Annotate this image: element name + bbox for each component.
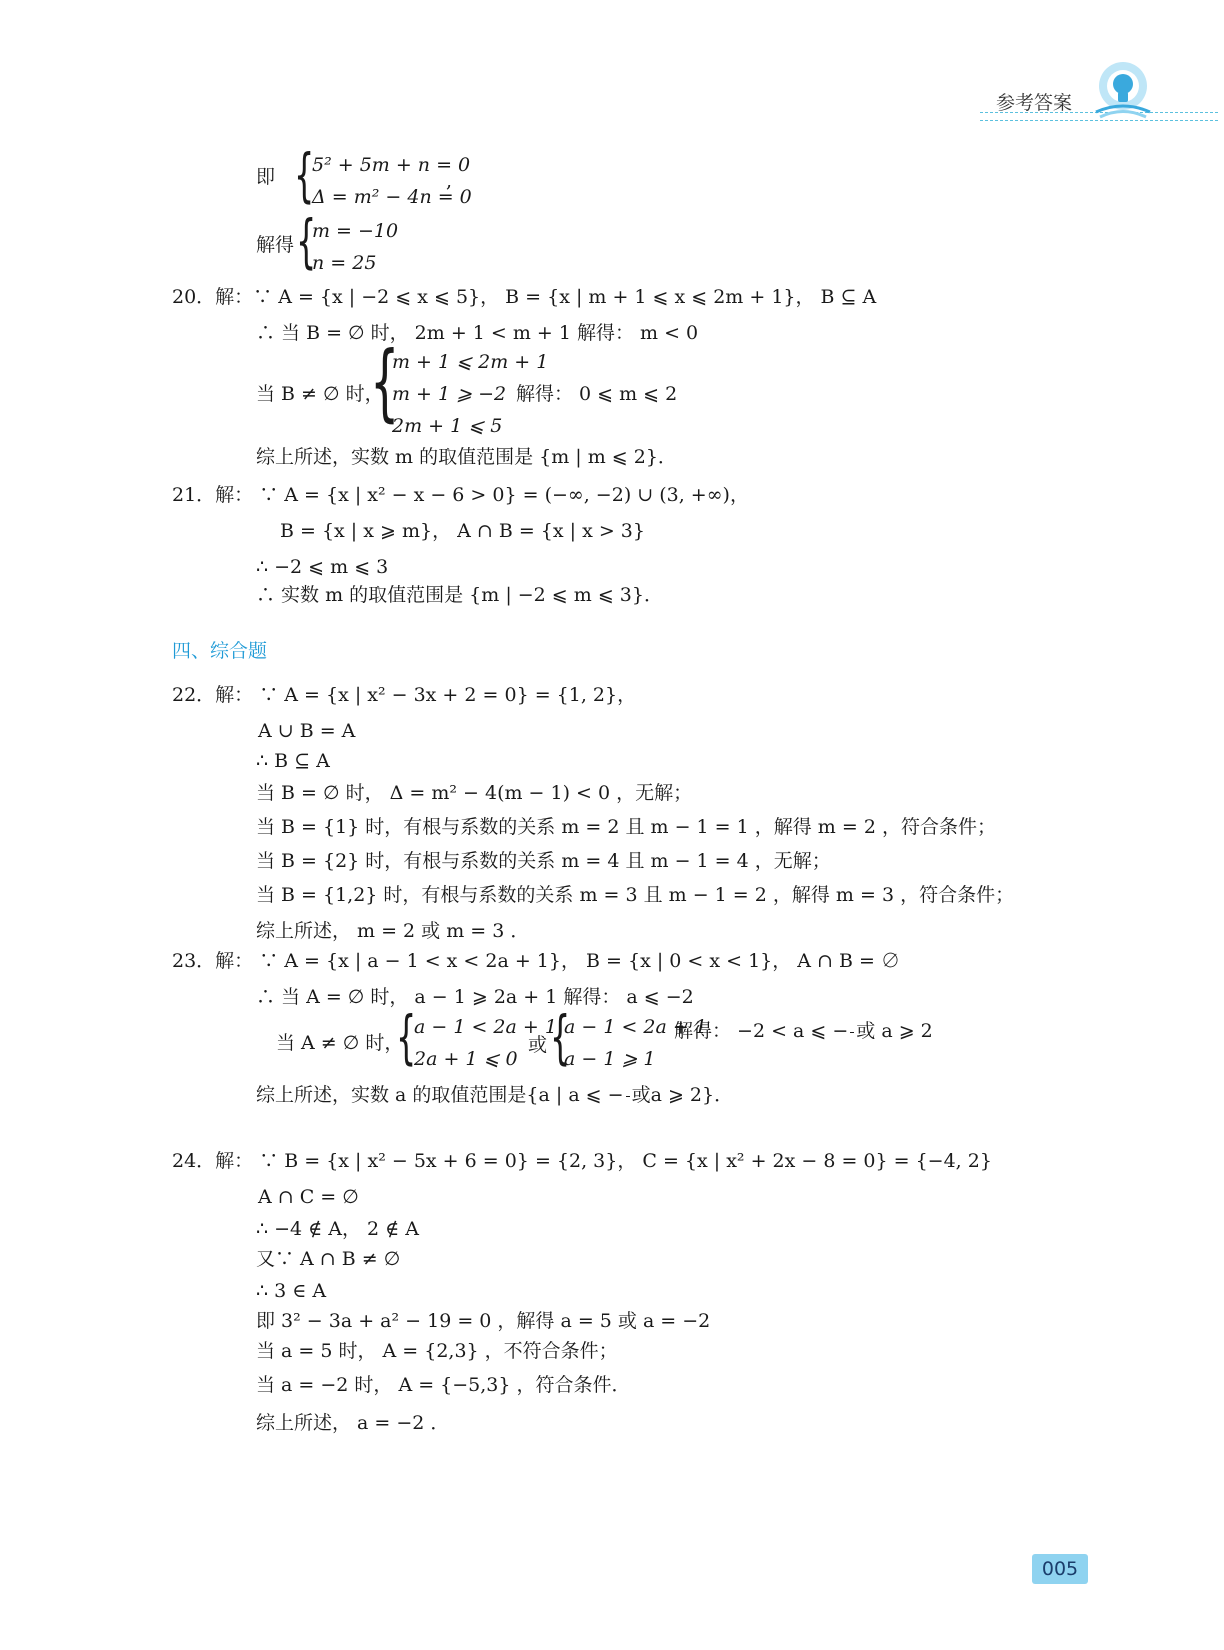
- inline-text: 或 a ⩾ 2: [856, 1020, 933, 1042]
- solution-22-line: ∴ B ⊆ A: [256, 750, 330, 772]
- solution-24-line: 综上所述， a = −2 ．: [256, 1412, 450, 1434]
- equation-line: m + 1 ⩾ −2: [392, 383, 507, 405]
- text-line: 解得: [256, 234, 295, 256]
- solution-21-line: 21．解： ∵ A = {x | x² − x − 6 > 0} = (−∞, −2) ∪ (3, +∞)，: [172, 484, 749, 506]
- solution-21-line: B = {x | x ⩾ m}， A ∩ B = {x | x > 3}: [280, 520, 645, 542]
- solution-24-line: ∴ 3 ∈ A: [256, 1280, 327, 1302]
- inline-text: {a | a ⩽ −: [526, 1084, 624, 1106]
- solution-20-line: 20．解：∵ A = {x | −2 ⩽ x ⩽ 5}， B = {x | m + 1 ⩽ x ⩽ 2m + 1}， B ⊆ A: [172, 286, 877, 308]
- solution-22-line: 当 B = {1} 时，有根与系数的关系 m = 2 且 m − 1 = 1 ，解得 m = 2 ，符合条件；: [256, 816, 996, 838]
- solution-24-line: 即 3² − 3a + a² − 19 = 0 ，解得 a = 5 或 a = −2: [256, 1310, 711, 1332]
- brace: {: [550, 1003, 571, 1071]
- solution-20-line: 解得： 0 ⩽ m ⩽ 2: [516, 383, 678, 405]
- inline-text: ．: [714, 1084, 734, 1106]
- text-line: 或: [528, 1034, 548, 1056]
- equation-line: Δ = m² − 4n = 0: [312, 186, 472, 208]
- inline-text: 综上所述，实数 a 的取值范围是: [256, 1084, 527, 1106]
- fraction-numerator: [626, 1096, 630, 1097]
- solution-22-line: A ∪ B = A: [258, 720, 356, 742]
- solution-22-line: 当 B = {1,2} 时，有根与系数的关系 m = 3 且 m − 1 = 2 ，解得 m = 3 ，符合条件；: [256, 884, 1015, 906]
- equation-line: 2m + 1 ⩽ 5: [392, 415, 503, 437]
- solution-20-line: 综上所述，实数 m 的取值范围是 {m | m ⩽ 2}．: [256, 446, 677, 468]
- solution-23-line: [674, 1022, 933, 1041]
- equation-line: a − 1 < 2a + 1: [564, 1016, 707, 1038]
- solution-21-line: ∴ −2 ⩽ m ⩽ 3: [256, 556, 389, 578]
- header-title: 参考答案: [996, 92, 1073, 114]
- solution-22-line: 当 B = {2} 时，有根与系数的关系 m = 4 且 m − 1 = 4 ，无解；: [256, 850, 831, 872]
- equation-line: m + 1 ⩽ 2m + 1: [392, 351, 549, 373]
- equation-line: a − 1 < 2a + 1: [414, 1016, 557, 1038]
- solution-20-line: ∴ 当 B = ∅ 时， 2m + 1 < m + 1 解得： m < 0: [256, 322, 699, 344]
- equation-line: 5² + 5m + n = 0: [312, 154, 471, 176]
- inline-text: 解得： −2 < a ⩽ −: [674, 1020, 849, 1042]
- brace: {: [370, 333, 400, 431]
- equation-line: 2a + 1 ⩽ 0: [414, 1048, 518, 1070]
- solution-22-line: 综上所述， m = 2 或 m = 3 ．: [256, 920, 530, 942]
- equation-line: m = −10: [312, 220, 399, 242]
- solution-23-line: 当 A ≠ ∅ 时，: [276, 1032, 404, 1054]
- solution-22-line: 22．解： ∵ A = {x | x² − 3x + 2 = 0} = {1, 2}，: [172, 684, 637, 706]
- brace: {: [396, 1003, 417, 1071]
- brace: {: [294, 141, 315, 209]
- fraction-numerator: [850, 1032, 854, 1033]
- brace: {: [296, 207, 317, 275]
- solution-24-line: 当 a = −2 时， A = {−5,3} ，符合条件．: [256, 1374, 631, 1396]
- equation-line: a − 1 ⩾ 1: [564, 1048, 656, 1070]
- solution-22-line: 当 B = ∅ 时， Δ = m² − 4(m − 1) < 0 ，无解；: [256, 782, 693, 804]
- equation-line: n = 25: [312, 252, 377, 274]
- solution-23-line: [256, 1086, 733, 1105]
- text-line: ,: [446, 170, 453, 192]
- solution-24-line: A ∩ C = ∅: [258, 1186, 359, 1208]
- fraction: [626, 1096, 630, 1097]
- fraction: [850, 1032, 854, 1033]
- solution-24-line: ∴ −4 ∉ A， 2 ∉ A: [256, 1218, 419, 1240]
- solution-20-line: 当 B ≠ ∅ 时，: [256, 383, 384, 405]
- inline-text: 或a ⩾ 2}: [631, 1084, 715, 1106]
- page-number: 005: [1032, 1554, 1088, 1584]
- solution-23-line: ∴ 当 A = ∅ 时， a − 1 ⩾ 2a + 1 解得： a ⩽ −2: [256, 986, 694, 1008]
- solution-23-line: 23．解： ∵ A = {x | a − 1 < x < 2a + 1}， B = {x | 0 < x < 1}， A ∩ B = ∅: [172, 950, 900, 972]
- solution-24-line: 24．解： ∵ B = {x | x² − 5x + 6 = 0} = {2, 3}， C = {x | x² + 2x − 8 = 0} = {−4, 2}: [172, 1150, 992, 1172]
- lightbulb-icon: [1090, 60, 1156, 122]
- solution-24-line: 当 a = 5 时， A = {2,3} ，不符合条件；: [256, 1340, 618, 1362]
- section-heading: 四、综合题: [172, 640, 268, 662]
- solution-24-line: 又∵ A ∩ B ≠ ∅: [256, 1248, 401, 1270]
- text-line: 即: [256, 166, 276, 188]
- solution-21-line: ∴ 实数 m 的取值范围是 {m | −2 ⩽ m ⩽ 3}．: [256, 584, 663, 606]
